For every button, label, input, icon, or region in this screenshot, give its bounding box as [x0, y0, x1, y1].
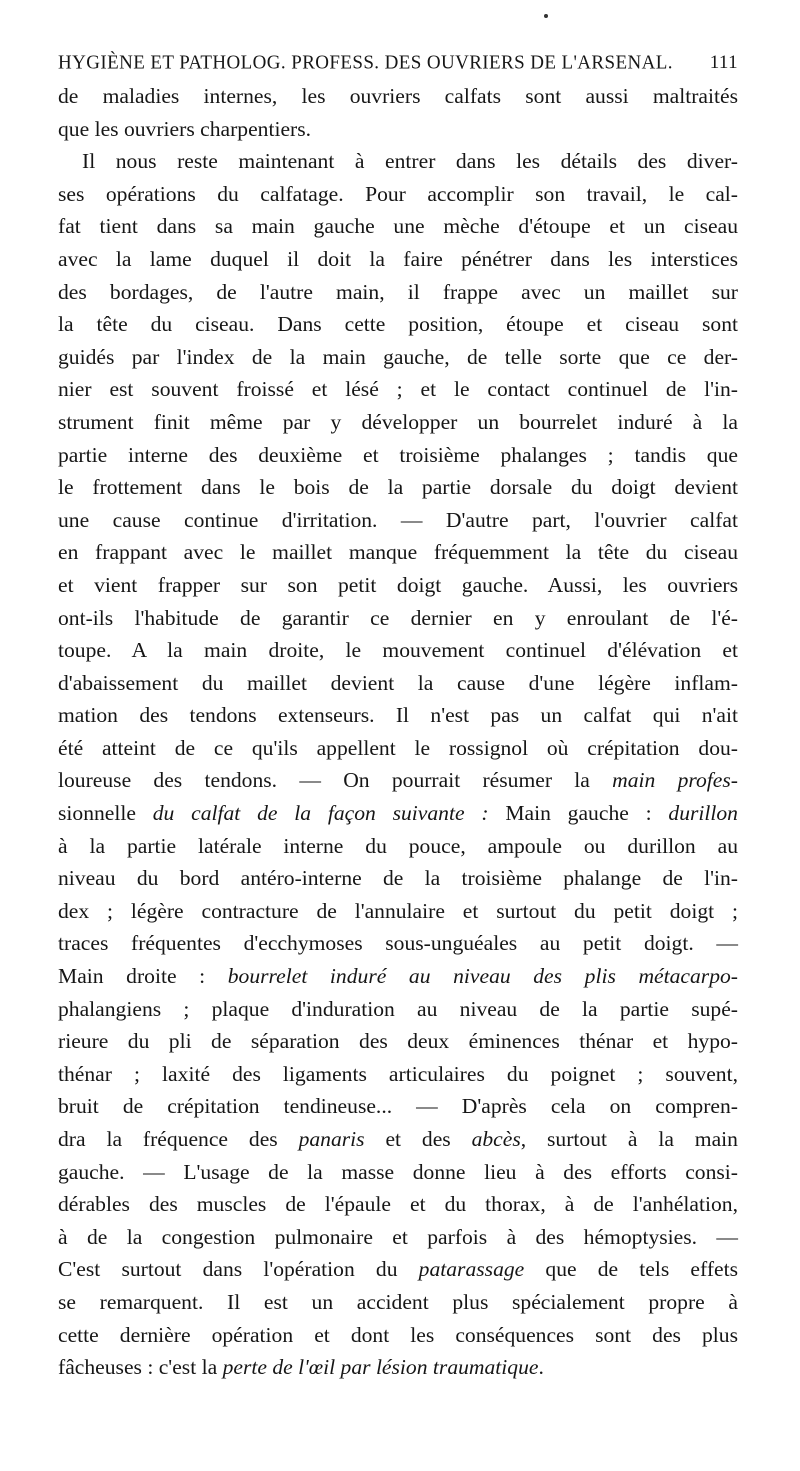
- text-line: [58, 145, 738, 178]
- text-segment: partie interne des deuxième et troisième phalanges ; tandis que: [58, 442, 738, 467]
- text-segment: thénar ; laxité des ligaments articulaires du poignet ; souvent,: [58, 1061, 738, 1086]
- book-page: [58, 52, 738, 1384]
- text-line: [58, 1319, 738, 1352]
- body-text: [58, 80, 738, 1384]
- text-line: [58, 862, 738, 895]
- text-segment: niveau du bord antéro-interne de la troisième phalange de l'in-: [58, 866, 738, 891]
- text-segment: une cause continue d'irritation. — D'autre part, l'ouvrier calfat: [58, 507, 738, 532]
- text-segment: C'est surtout dans l'opération du: [58, 1257, 419, 1282]
- text-line: [58, 178, 738, 211]
- text-segment: de maladies internes, les ouvriers calfats sont aussi maltraités: [58, 84, 738, 108]
- text-segment: bruit de crépitation tendineuse... — D'après cela on compren-: [58, 1094, 738, 1119]
- text-segment: et vient frapper sur son petit doigt gauche. Aussi, les ouvriers: [58, 572, 738, 597]
- text-line: [58, 113, 738, 146]
- text-line: [58, 1025, 738, 1058]
- text-line: [58, 569, 738, 602]
- text-segment: Main droite :: [58, 964, 206, 989]
- text-line: [58, 1253, 738, 1286]
- text-line: [58, 602, 738, 635]
- text-line: [58, 1058, 738, 1091]
- text-segment: fâcheuses : c'est la: [58, 1355, 223, 1380]
- text-line: [58, 634, 738, 667]
- text-line: [58, 895, 738, 928]
- text-segment: des bordages, de l'autre main, il frappe avec un maillet sur: [58, 279, 738, 304]
- text-segment: rieure du pli de séparation des deux éminences thénar et hypo-: [58, 1029, 738, 1054]
- italic-phrase: durillon: [651, 801, 738, 826]
- text-segment: ont-ils l'habitude de garantir ce dernier en y enroulant de l'é-: [58, 605, 738, 630]
- text-segment: Main gauche :: [505, 801, 652, 826]
- text-line: [58, 536, 738, 569]
- text-segment: que de tels effets: [524, 1257, 738, 1282]
- text-line: [58, 308, 738, 341]
- italic-phrase: abcès: [471, 1127, 521, 1151]
- text-line: [58, 830, 738, 863]
- text-segment: toupe. A la main droite, le mouvement continuel d'élévation et: [58, 638, 738, 663]
- text-segment: se remarquent. Il est un accident plus spécialement propre à: [58, 1289, 738, 1314]
- text-line: [58, 276, 738, 309]
- text-segment: à de la congestion pulmonaire et parfois à des hémoptysies. —: [58, 1224, 738, 1249]
- text-segment: été atteint de ce qu'ils appellent le rossignol où crépitation dou-: [58, 735, 738, 760]
- text-segment: traces fréquentes d'ecchymoses sous-unguéales au petit doigt. —: [58, 931, 738, 956]
- text-line: [58, 210, 738, 243]
- text-line: [58, 699, 738, 732]
- text-segment: avec la lame duquel il doit la faire pénétrer dans les interstices: [58, 246, 738, 271]
- text-line: [58, 406, 738, 439]
- text-segment: gauche. — L'usage de la masse donne lieu à des efforts consi-: [58, 1159, 738, 1184]
- text-segment: le frottement dans le bois de la partie dorsale du doigt devient: [58, 475, 738, 500]
- italic-phrase: bourrelet induré au niveau des plis métacarpo-: [205, 964, 738, 989]
- text-segment: .: [538, 1355, 544, 1380]
- text-segment: mation des tendons extenseurs. Il n'est pas un calfat qui n'ait: [58, 703, 738, 728]
- text-segment: cette dernière opération et dont les conséquences sont des plus: [58, 1322, 738, 1347]
- text-segment: loureuse des tendons. — On pourrait résumer la: [58, 768, 613, 793]
- text-segment: d'abaissement du maillet devient la cause d'une légère inflam-: [58, 670, 738, 695]
- text-segment: dérables des muscles de l'épaule et du thorax, à de l'anhélation,: [58, 1192, 738, 1217]
- running-title: HYGIÈNE ET PATHOLOG. PROFESS. DES OUVRIERS DE L'ARSENAL.: [58, 51, 673, 74]
- italic-phrase: perte de l'œil par lésion traumatique: [222, 1355, 539, 1380]
- text-segment: Il nous reste maintenant à entrer dans les détails des diver-: [82, 149, 738, 174]
- text-line: [58, 1351, 738, 1384]
- text-line: [58, 1286, 738, 1319]
- italic-phrase: main profes-: [612, 768, 738, 793]
- text-line: [58, 993, 738, 1026]
- italic-phrase: panaris: [298, 1127, 365, 1151]
- text-segment: sionnelle: [58, 801, 136, 826]
- text-line: [58, 439, 738, 472]
- text-line: [58, 1188, 738, 1221]
- text-line: [58, 243, 738, 276]
- text-segment: dra la fréquence des: [58, 1127, 299, 1151]
- text-segment: ses opérations du calfatage. Pour accomplir son travail, le cal-: [58, 181, 738, 206]
- text-line: [58, 667, 738, 700]
- text-segment: que les ouvriers charpentiers.: [58, 116, 312, 141]
- italic-phrase: patarassage: [418, 1257, 525, 1282]
- text-line: [58, 1123, 738, 1156]
- text-segment: à la partie latérale interne du pouce, ampoule ou durillon au: [58, 833, 738, 858]
- text-segment: phalangiens ; plaque d'induration au niveau de la partie supé-: [58, 996, 738, 1021]
- text-line: [58, 732, 738, 765]
- running-header: [58, 52, 738, 74]
- text-line: [58, 471, 738, 504]
- text-line: [58, 927, 738, 960]
- text-line: [58, 373, 738, 406]
- text-segment: en frappant avec le maillet manque fréquemment la tête du ciseau: [58, 540, 738, 565]
- text-segment: et des: [364, 1127, 472, 1151]
- text-segment: , surtout à la main: [520, 1127, 738, 1151]
- text-segment: guidés par l'index de la main gauche, de telle sorte que ce der-: [58, 344, 738, 369]
- text-segment: nier est souvent froissé et lésé ; et le contact continuel de l'in-: [58, 377, 738, 402]
- text-line: [58, 960, 738, 993]
- text-line: [58, 1156, 738, 1189]
- text-line: [58, 504, 738, 537]
- text-segment: fat tient dans sa main gauche une mèche d'étoupe et un ciseau: [58, 214, 738, 239]
- text-line: [58, 1221, 738, 1254]
- text-line: [58, 80, 738, 113]
- text-line: [58, 764, 738, 797]
- italic-phrase: du calfat de la façon suivante :: [135, 801, 506, 826]
- text-line: [58, 341, 738, 374]
- page-number: 111: [709, 52, 738, 73]
- text-line: [58, 1090, 738, 1123]
- text-segment: la tête du ciseau. Dans cette position, étoupe et ciseau sont: [58, 312, 738, 337]
- text-segment: dex ; légère contracture de l'annulaire et surtout du petit doigt ;: [58, 898, 738, 923]
- print-speck: [544, 14, 548, 18]
- text-line: [58, 797, 738, 830]
- text-segment: strument finit même par y développer un bourrelet induré à la: [58, 409, 738, 434]
